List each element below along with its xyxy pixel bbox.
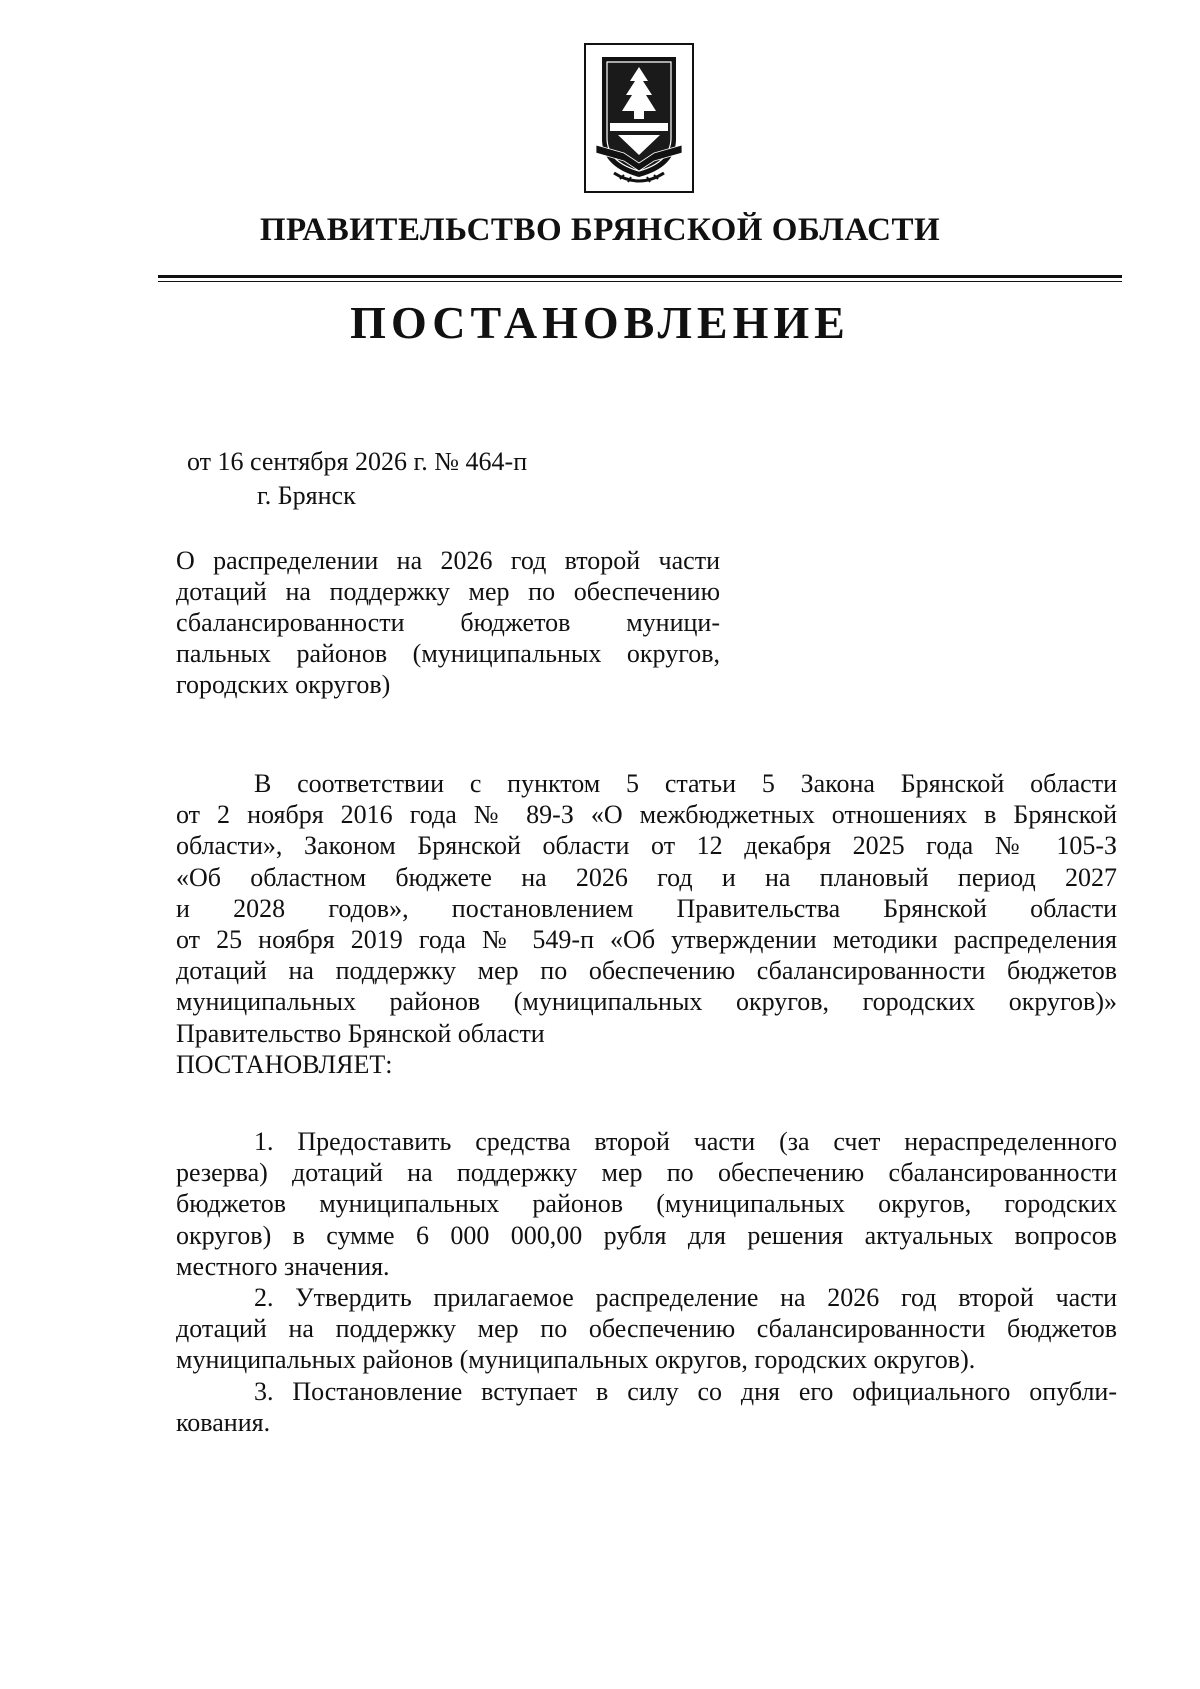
item-line: 2. Утвердить прилагаемое распределение на 2026 год второй части	[254, 1282, 1117, 1312]
item-line: муниципальных районов (муниципальных округов, городских округов).	[176, 1345, 976, 1375]
document-subject	[176, 545, 720, 700]
preamble-line: «Об областном бюджете на 2026 год и на плановый период 2027	[176, 862, 1117, 892]
item-line: кования.	[176, 1407, 271, 1437]
preamble-line: муниципальных районов (муниципальных округов, городских округов)»	[176, 987, 1117, 1017]
preamble-line: дотаций на поддержку мер по обеспечению сбалансированности бюджетов	[176, 956, 1117, 986]
header-rule-thin	[158, 281, 1122, 282]
item-line: резерва) дотаций на поддержку мер по обеспечению сбалансированности	[176, 1158, 1117, 1188]
preamble-line: В соответствии с пунктом 5 статьи 5 Закона Брянской области	[254, 769, 1117, 798]
subject-line: О распределении на 2026 год второй части	[176, 546, 720, 575]
item-line: местного значения.	[176, 1251, 390, 1281]
subject-line: пальных районов (муниципальных округов,	[176, 639, 720, 668]
header-rule-thick	[158, 275, 1122, 278]
item-line: бюджетов муниципальных районов (муниципальных округов, городских	[176, 1189, 1117, 1219]
document-type-title: ПОСТАНОВЛЕНИЕ	[350, 297, 850, 348]
decree-item-1	[176, 1126, 1117, 1282]
preamble-line: Правительство Брянской области	[176, 1018, 545, 1048]
coat-of-arms-emblem	[584, 43, 694, 193]
subject-line: сбалансированности бюджетов муници-	[176, 608, 720, 637]
preamble-line: области», Законом Брянской области от 12 декабря 2025 года № 105-З	[176, 831, 1117, 861]
preamble-line: от 2 ноября 2016 года № 89-З «О межбюджетных отношениях в Брянской	[176, 800, 1117, 830]
subject-line: дотаций на поддержку мер по обеспечению	[176, 577, 720, 606]
preamble-line: от 25 ноября 2019 года № 549-п «Об утверждении методики распределения	[176, 924, 1117, 954]
item-line: округов) в сумме 6 000 000,00 рубля для решения актуальных вопросов	[176, 1220, 1117, 1250]
item-line: 3. Постановление вступает в силу со дня его официального опубли-	[254, 1376, 1117, 1406]
preamble-paragraph	[176, 768, 1117, 1080]
decree-keyword: ПОСТАНОВЛЯЕТ:	[176, 1049, 393, 1079]
preamble-line: и 2028 годов», постановлением Правительства Брянской области	[176, 893, 1117, 923]
item-line: дотаций на поддержку мер по обеспечению сбалансированности бюджетов	[176, 1314, 1117, 1344]
item-line: 1. Предоставить средства второй части (за счет нераспределенного	[254, 1127, 1117, 1156]
decree-item-2	[176, 1282, 1117, 1376]
decree-item-3	[176, 1376, 1117, 1438]
city: г. Брянск	[257, 481, 356, 510]
decree-items	[176, 1126, 1117, 1438]
coat-of-arms-icon	[584, 43, 694, 193]
date-and-number: от 16 сентября 2026 г. № 464-п	[187, 447, 528, 476]
subject-line: городских округов)	[176, 670, 391, 699]
government-title: ПРАВИТЕЛЬСТВО БРЯНСКОЙ ОБЛАСТИ	[259, 212, 941, 248]
